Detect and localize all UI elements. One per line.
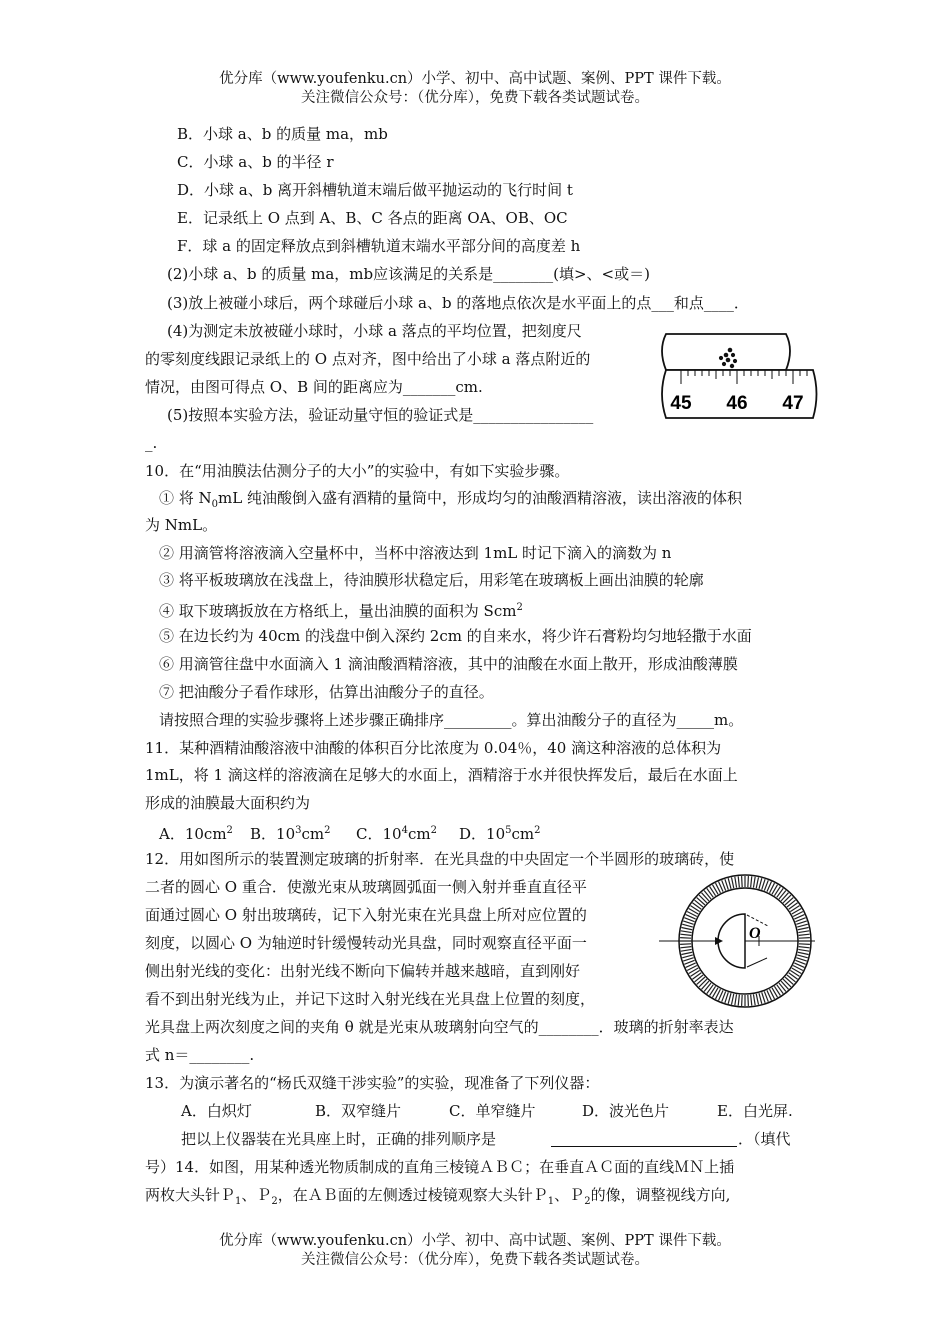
q12-line1: 12．用如图所示的装置测定玻璃的折射率．在光具盘的中央固定一个半圆形的玻璃砖，使 [145,850,735,868]
disc-scale-tick [683,921,693,924]
disc-scale-tick [681,931,692,933]
disc-scale-tick [704,983,711,992]
disc-scale-tick [799,947,810,948]
ruler-label-47: 47 [782,393,804,414]
disc-scale-tick [681,927,692,929]
q13-option-a: A．白炽灯 [181,1102,252,1120]
q11-line2: 1mL，将 1 滴这样的溶液滴在足够大的水面上，酒精溶于水并很快挥发后，最后在水面上 [145,766,738,784]
q10-step2: ② 用滴管将溶液滴入空量杯中，当杯中溶液达到 1mL 时记下滴入的滴数为 n [159,544,672,562]
disc-scale-tick [702,893,709,901]
q12-line4: 刻度，以圆心 O 为轴逆时针缓慢转动光具盘，同时观察直径平面一 [145,934,587,952]
disc-scale-tick [731,877,733,888]
optical-disc-figure [655,868,820,1014]
q10-step6: ⑥ 用滴管往盘中水面滴入 1 滴油酸酒精溶液，其中的油酸在水面上散开，形成油酸薄膜 [159,655,738,673]
q12-line3: 面通过圆心 O 射出玻璃砖，记下入射光束在光具盘上所对应位置的 [145,906,587,924]
q9-option-d: D．小球 a、b 离开斜槽轨道末端后做平抛运动的飞行时间 t [177,181,573,199]
q9-part4-line2: 的零刻度线跟记录纸上的 O 点对齐，图中给出了小球 a 落点附近的 [145,350,591,368]
q11-option-d: D．$10^5cm^2$ [459,825,541,843]
disc-scale-tick [753,877,755,888]
disc-scale-tick [787,900,796,907]
disc-scale-tick [694,900,703,907]
disc-scale-tick [680,947,691,948]
q12-line5: 侧出射光线的变化：出射光线不断向下偏转并越来越暗，直到刚好 [145,962,581,980]
disc-scale-tick [762,992,765,1002]
q10-stem: 10．在“用油膜法估测分子的大小”的实验中，有如下实验步骤。 [145,462,570,480]
q14-line2: 两枚大头针Ｐ$_1$、Ｐ$_2$，在ＡＢ面的左侧透过棱镜观察大头针Ｐ$_1$、Ｐ$_2$的像，调整视线方向, [145,1186,731,1207]
q13-option-e: E．白光屏. [717,1102,793,1120]
disc-scale-tick [680,938,691,939]
q12-line6: 看不到出射光线为止，并记下这时入射光线在光具盘上位置的刻度， [145,990,596,1008]
disc-scale-tick [756,994,758,1005]
q11-option-b: B．$10^3cm^2$ [250,825,331,843]
disc-scale-tick [704,890,711,899]
disc-scale-tick [783,895,791,903]
disc-scale-tick [725,879,728,889]
disc-scale-tick [799,944,810,945]
q13-option-d: D．波光色片 [582,1102,670,1120]
ruler-figure [658,330,820,422]
page-header-line1: 优分库（www.youfenku.cn）小学、初中、高中试题、案例、PPT 课件下载。 [219,71,731,87]
disc-scale-tick [796,921,806,924]
disc-scale-tick [748,876,749,887]
page-header-line2: 关注微信公众号：（优分库），免费下载各类试题试卷。 [301,90,649,106]
q11-line3: 形成的油膜最大面积约为 [145,794,311,812]
disc-scale-tick [798,927,809,929]
disc-scale-tick [725,992,728,1002]
disc-scale-tick [738,995,739,1006]
q9-part4-line3: 情况，由图可得点 O、B 间的距离应为_______cm. [145,378,483,396]
disc-scale-tick [728,993,731,1004]
q12-line7: 光具盘上两次刻度之间的夹角 θ 就是光束从玻璃射向空气的________．玻璃的折射率表达 [145,1018,734,1036]
disc-scale-tick [735,994,737,1005]
disc-scale-tick [681,952,692,954]
q13-line1: 13．为演示著名的“杨氏双缝干涉实验”的实验，现准备了下列仪器： [145,1074,600,1092]
page-footer-line2: 关注微信公众号：（优分库），免费下载各类试题试卷。 [301,1252,649,1268]
q9-option-c: C．小球 a、b 的半径 r [177,153,334,171]
disc-scale-tick [798,952,809,954]
q13-answer-blank [551,1146,737,1147]
disc-scale-tick [798,931,809,933]
disc-scale-tick [797,924,808,927]
disc-scale-tick [797,955,808,958]
q13-line3-left: 把以上仪器装在光具座上时，正确的排列顺序是 [181,1130,497,1148]
disc-scale-tick [785,898,793,905]
q9-part3: (3)放上被碰小球后，两个球碰后小球 a、b 的落地点依次是水平面上的点___和点____． [167,294,749,312]
disc-scale-tick [756,877,758,888]
disc-scale-tick [742,876,743,887]
disc-scale-tick [762,879,765,889]
disc-scale-tick [783,979,791,987]
disc-scale-tick [785,977,793,984]
q10-step4: ④ 取下玻璃扳放在方格纸上，量出油膜的面积为 Scm$^2$ [159,602,523,620]
q9-option-e: E．记录纸上 O 点到 A、B、C 各点的距离 OA、OB、OC [177,209,568,227]
disc-scale-tick [759,993,762,1004]
disc-scale-tick [799,938,810,939]
disc-scale-tick [697,977,705,984]
q14-line1: 号）14．如图，用某种透光物质制成的直角三棱镜ＡＢＣ；在垂直ＡＣ面的直线ＭＮ上插 [145,1158,735,1176]
disc-center-label: O [749,925,761,942]
disc-scale-tick [748,995,749,1006]
disc-scale-tick [799,934,810,935]
q13-line3-right: ．（填代 [738,1130,791,1148]
disc-scale-tick [681,949,692,951]
q10-step3: ③ 将平板玻璃放在浅盘上，待油膜形状稳定后，用彩笔在玻璃板上画出油膜的轮廓 [159,571,704,589]
disc-scale-tick [781,981,788,989]
q9-part4-line1: (4)为测定未放被碰小球时，小球 a 落点的平均位置，把刻度尺 [167,322,582,340]
q10-step1-line2: 为 NmL。 [145,516,218,534]
disc-scale-tick [751,995,752,1006]
q9-part2: (2)小球 a、b 的质量 ma，mb应该满足的关系是________(填>、<或＝) [167,265,650,283]
disc-scale-tick [779,890,786,899]
disc-scale-tick [738,876,739,887]
disc-scale-tick [697,898,705,905]
disc-scale-tick [781,893,788,901]
disc-scale-tick [682,924,693,927]
disc-scale-tick [735,877,737,888]
disc-scale-tick [751,876,752,887]
disc-scale-tick [680,934,691,935]
page-footer-line1: 优分库（www.youfenku.cn）小学、初中、高中试题、案例、PPT 课件下载。 [219,1233,731,1249]
disc-scale-tick [702,981,709,989]
disc-scale-tick [680,944,691,945]
disc-scale-tick [779,983,786,992]
disc-scale-tick [694,975,703,982]
q10-step1-line1: ① 将 $N_0mL$ 纯油酸倒入盛有酒精的量筒中，形成均匀的油酸酒精溶液，读出溶液的体积 [159,489,743,510]
disc-scale-tick [728,878,731,889]
q9-part5-line2: _. [145,434,158,452]
disc-scale-tick [798,949,809,951]
disc-scale-tick [753,994,755,1005]
disc-scale-tick [787,975,796,982]
q12-line8: 式 n＝________. [145,1046,255,1064]
disc-scale-tick [699,895,707,903]
q9-part5-line1: (5)按照本实验方法，验证动量守恒的验证式是________________ [167,406,594,424]
q13-option-c: C．单窄缝片 [449,1102,536,1120]
q11-option-c: C．$10^4cm^2$ [356,825,437,843]
disc-scale-tick [682,955,693,958]
ruler-label-46: 46 [726,393,748,414]
q10-step7: ⑦ 把油酸分子看作球形，估算出油酸分子的直径。 [159,683,494,701]
disc-scale-tick [759,878,762,889]
q10-question: 请按照合理的实验步骤将上述步骤正确排序_________。算出油酸分子的直径为_____m。 [159,711,744,729]
q9-option-f: F．球 a 的固定释放点到斜槽轨道末端水平部分间的高度差 h [177,237,581,255]
q12-line2: 二者的圆心 O 重合．使激光束从玻璃圆弧面一侧入射并垂直直径平 [145,878,587,896]
disc-scale-tick [731,994,733,1005]
disc-scale-tick [699,979,707,987]
q9-option-b: B．小球 a、b 的质量 ma，mb [177,125,388,143]
disc-scale-tick [683,958,693,961]
disc-scale-tick [742,995,743,1006]
q11-option-a: A．$10cm^2$ [159,825,233,843]
q10-step5: ⑤ 在边长约为 40cm 的浅盘中倒入深约 2cm 的自来水，将少许石膏粉均匀地轻撒于水面 [159,627,752,645]
ruler-label-45: 45 [670,393,692,414]
q13-option-b: B．双窄缝片 [315,1102,402,1120]
q11-line1: 11．某种酒精油酸溶液中油酸的体积百分比浓度为 0.04％，40 滴这种溶液的总体积为 [145,739,722,757]
disc-scale-tick [796,958,806,961]
